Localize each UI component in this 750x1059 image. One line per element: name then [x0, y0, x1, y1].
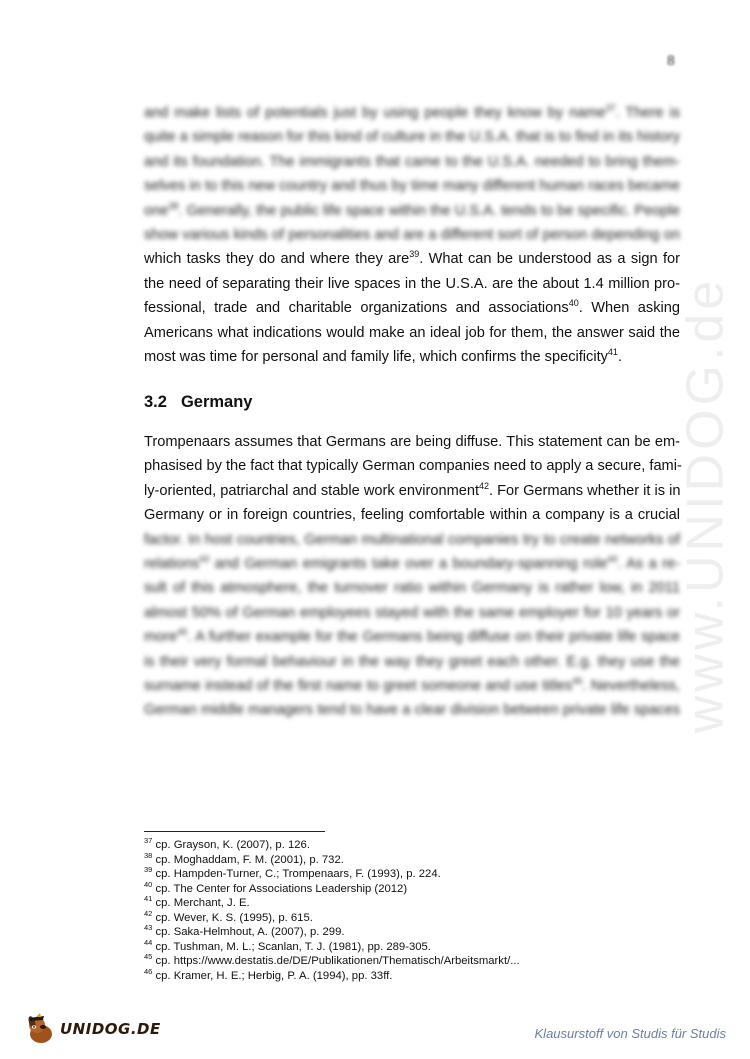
text-line: surname instead of the first name to greet someone and use titles$^{46}$. Nevertheless,: [144, 676, 680, 695]
footnote-item: $^{46}$ cp. Kramer, H. E.; Herbig, P. A. (1994), pp. 33ff.: [144, 966, 393, 982]
text-line: German middle managers tend to have a clear division between private life spaces: [144, 702, 680, 719]
section-number: 3.2: [144, 393, 167, 411]
text-line: sult of this atmosphere, the turnover ratio within Germany is rather low, in 2011: [144, 580, 680, 597]
text-line: which tasks they do and where they are$^{39}$. What can be understood as a sign for: [144, 249, 680, 268]
text-line: Germany or in foreign countries, feeling comfortable within a company is a crucial: [144, 507, 680, 524]
footnote-item: $^{43}$ cp. Saka-Helmhout, A. (2007), p. 299.: [144, 923, 345, 938]
text-line: most was time for personal and family life, which confirms the specificity$^{41}$.: [144, 347, 622, 366]
text-line: ly-oriented, patriarchal and stable work environment$^{42}$. For Germans whether it is in: [144, 480, 681, 499]
text-line: factor. In host countries, German multinational companies try to create networks of: [144, 531, 680, 548]
footnote-item: $^{41}$ cp. Merchant, J. E.: [144, 894, 250, 909]
footnote-item: $^{37}$ cp. Grayson, K. (2007), p. 126.: [144, 836, 310, 851]
footnote-item: $^{42}$ cp. Wever, K. S. (1995), p. 615.: [144, 908, 313, 924]
footer-tagline: Klausurstoff von Studis für Studis: [534, 1026, 726, 1041]
text-line: Trompenaars assumes that Germans are being diffuse. This statement can be em-: [144, 434, 680, 450]
text-line: one$^{38}$. Generally, the public life space within the U.S.A. tends to be specific. People: [144, 200, 680, 219]
footnote-divider: [144, 831, 325, 832]
text-line: more$^{45}$. A further example for the Germans being diffuse on their private life space: [144, 627, 680, 646]
page-number: 8: [667, 52, 675, 68]
footnote-item: $^{45}$ cp. https://www.destatis.de/DE/Publikationen/Thematisch/Arbeitsmarkt/...: [144, 952, 520, 967]
paragraph-germany: [144, 430, 680, 723]
watermark-text: www.UNIDOG.de: [676, 276, 734, 734]
text-line: the need of separating their live spaces in the U.S.A. are the about 1.4 million pro-: [144, 275, 680, 292]
footnote-item: $^{40}$ cp. The Center for Associations Leadership (2012): [144, 879, 408, 895]
text-line: fessional, trade and charitable organizations and associations$^{40}$. When asking: [144, 298, 680, 317]
dog-icon: [24, 1012, 58, 1046]
text-line: Americans what indications would make an ideal job for them, the answer said the: [144, 324, 680, 341]
text-line: selves in to this new country and thus by time many different human races became: [144, 178, 680, 195]
text-line: almost 50% of German employees stayed with the same employer for 10 years or: [144, 604, 680, 621]
paragraph-usa-specific: [144, 101, 680, 369]
logo-text: UNIDOG.DE: [60, 1020, 161, 1038]
section-title: Germany: [180, 393, 253, 411]
text-line: is their very formal behaviour in the way they greet each other. E.g. they use the: [144, 653, 680, 670]
unidog-logo[interactable]: [24, 1012, 161, 1046]
footnote-item: $^{39}$ cp. Hampden-Turner, C.; Trompenaars, F. (1993), p. 224.: [144, 865, 441, 880]
footnote-list: [144, 838, 680, 983]
text-line: phasised by the fact that typically German companies need to apply a secure, fami-: [144, 458, 682, 475]
text-line: quite a simple reason for this kind of culture in the U.S.A. that is to find in its history: [144, 129, 680, 146]
footnote-item: $^{44}$ cp. Tushman, M. L.; Scanlan, T. J. (1981), pp. 289-305.: [144, 937, 431, 953]
footnote-item: $^{38}$ cp. Moghaddam, F. M. (2001), p. 732.: [144, 850, 344, 866]
text-line: and make lists of potentials just by using people they know by name$^{37}$. There is: [144, 103, 680, 121]
section-heading: [144, 393, 252, 412]
text-line: relations$^{43}$ and German emigrants take over a boundary-spanning role$^{44}$. As a re-: [144, 554, 680, 573]
text-line: and its foundation. The immigrants that came to the U.S.A. needed to bring them-: [144, 153, 680, 170]
text-line: show various kinds of personalities and are a different sort of person depending on: [144, 227, 680, 244]
